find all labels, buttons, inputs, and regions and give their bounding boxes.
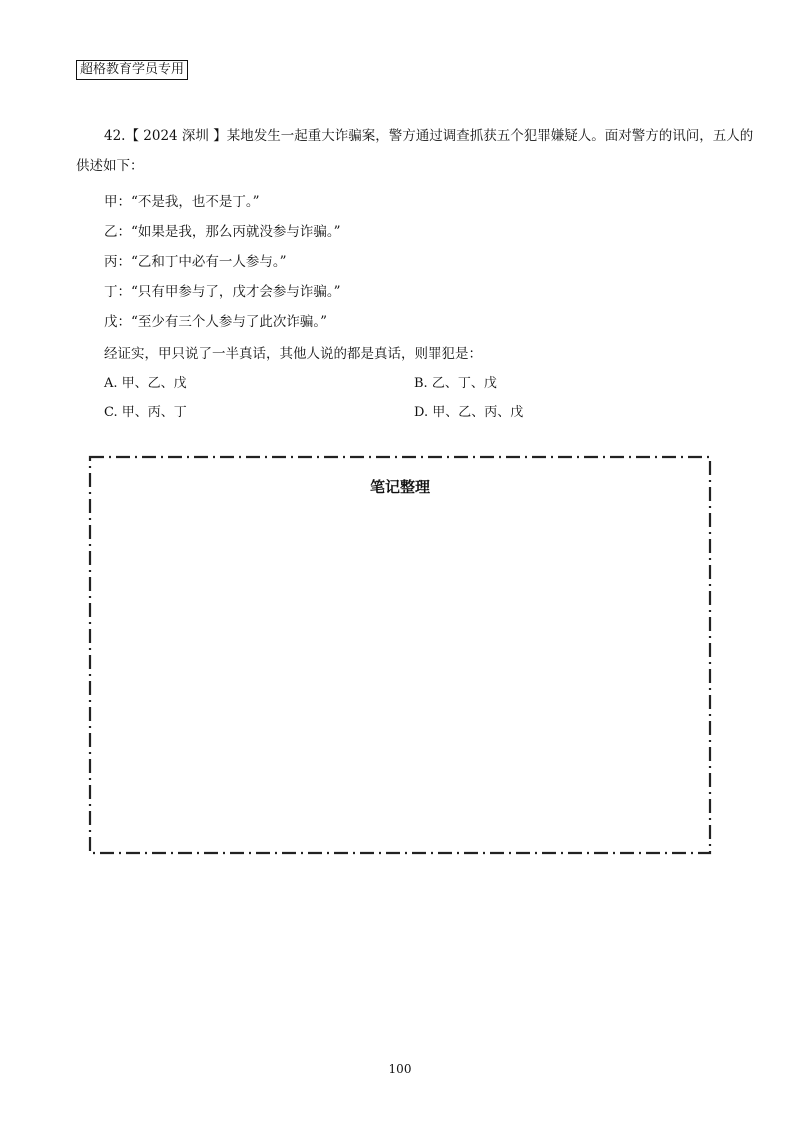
notes-box [88, 455, 714, 857]
option-a[interactable]: A. 甲、乙、戊 [104, 376, 187, 391]
question-stem-line2: 供述如下： [76, 158, 144, 174]
question-stem-line1 [104, 124, 753, 144]
page-number: 100 [388, 1062, 412, 1076]
header-stamp: 超格教育学员专用 [76, 60, 188, 80]
option-b[interactable]: B. 乙、丁、戊 [414, 376, 497, 391]
statement-bing: 丙：“乙和丁中必有一人参与。” [104, 254, 287, 270]
question-source: 【 2024 深圳 】 [125, 128, 227, 144]
statement-yi: 乙：“如果是我，那么丙就没参与诈骗。” [104, 224, 341, 240]
option-d[interactable]: D. 甲、乙、丙、戊 [414, 405, 524, 420]
question-number: 42. [104, 128, 126, 144]
option-c[interactable]: C. 甲、丙、丁 [104, 405, 187, 420]
statement-jia: 甲：“不是我，也不是丁。” [104, 194, 260, 210]
statement-ding: 丁：“只有甲参与了，戊才会参与诈骗。” [104, 284, 341, 300]
question-condition: 经证实，甲只说了一半真话，其他人说的都是真话，则罪犯是： [104, 346, 482, 362]
notes-title: 笔记整理 [369, 478, 430, 496]
question-stem: 某地发生一起重大诈骗案，警方通过调查抓获五个犯罪嫌疑人。面对警方的讯问，五人的 [226, 128, 754, 144]
statement-wu: 戊：“至少有三个人参与了此次诈骗。” [104, 314, 328, 330]
